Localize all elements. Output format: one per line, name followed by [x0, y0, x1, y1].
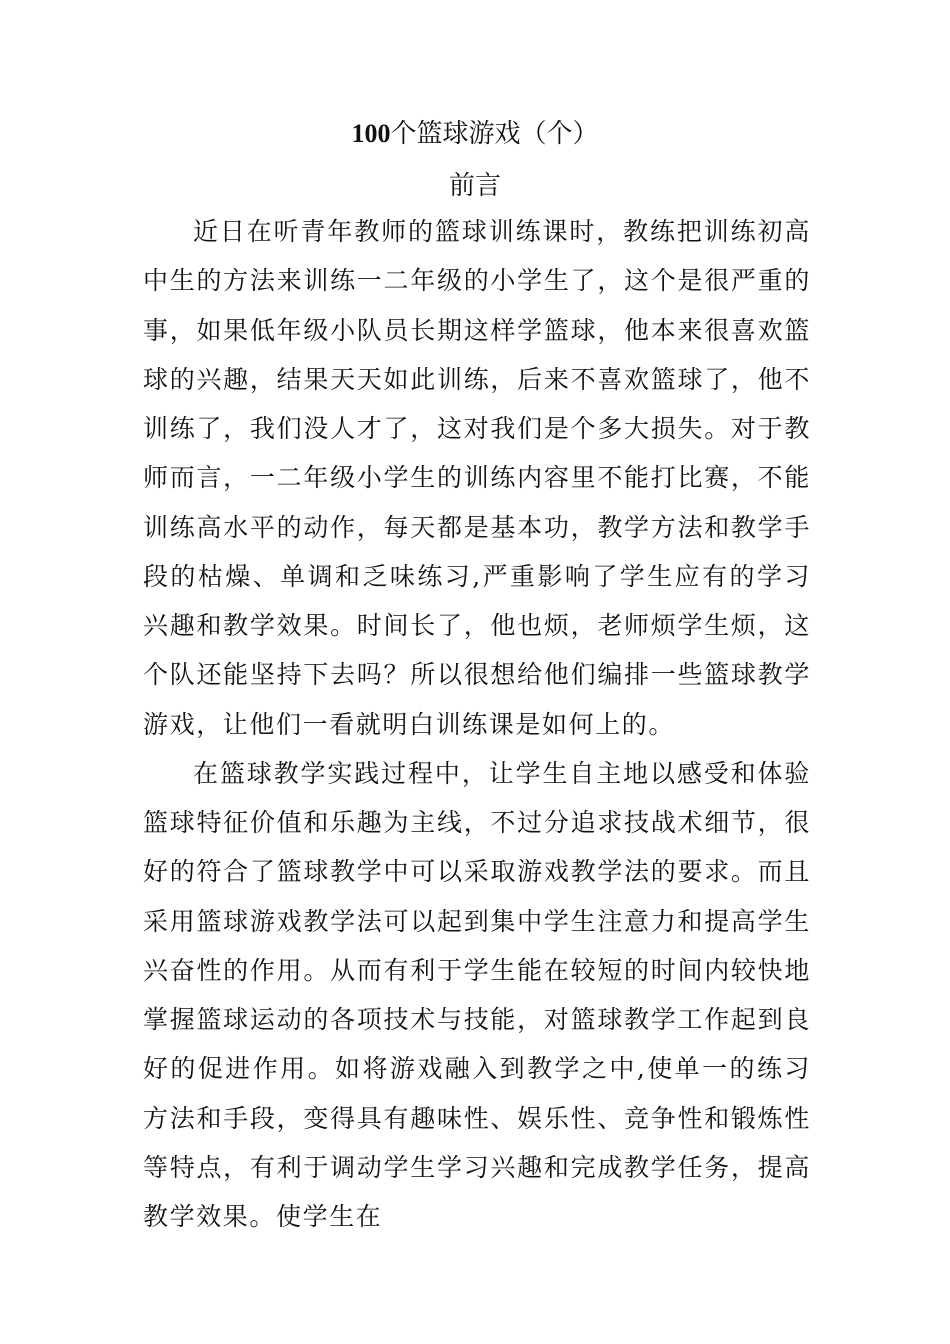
paragraph-2: 在篮球教学实践过程中，让学生自主地以感受和体验篮球特征价值和乐趣为主线，不过分追求技战术细节，很好的符合了篮球教学中可以采取游戏教学法的要求。而且采用篮球游戏教学法可以起到集中学生注意力和提高学生兴奋性的作用。从而有利于学生能在较短的时间内较快地掌握篮球运动的各项技术与技能，对篮球教学工作起到良好的促进作用。如将游戏融入到教学之中,使单一的练习方法和手段，变得具有趣味性、娱乐性、竞争性和锻炼性等特点，有利于调动学生学习兴趣和完成教学任务，提高教学效果。使学生在 [143, 758, 811, 1231]
document-title [0, 112, 950, 156]
section-heading: 前言 [448, 171, 501, 201]
body-text [143, 207, 811, 1241]
title-number: 100 [351, 119, 391, 148]
paragraph-1: 近日在听青年教师的篮球训练课时，教练把训练初高中生的方法来训练一二年级的小学生了，这个是很严重的事，如果低年级小队员长期这样学篮球，他本来很喜欢篮球的兴趣，结果天天如此训练，后来不喜欢篮球了，他不训练了，我们没人才了，这对我们是个多大损失。对于教师而言，一二年级小学生的训练内容里不能打比赛，不能训练高水平的动作，每天都是基本功，教学方法和教学手段的枯燥、单调和乏味练习,严重影响了学生应有的学习兴趣和教学效果。时间长了，他也烦，老师烦学生烦，这个队还能坚持下去吗？所以很想给他们编排一些篮球教学游戏，让他们一看就明白训练课是如何上的。 [143, 217, 811, 739]
title-text: 个篮球游戏（个） [390, 119, 599, 149]
